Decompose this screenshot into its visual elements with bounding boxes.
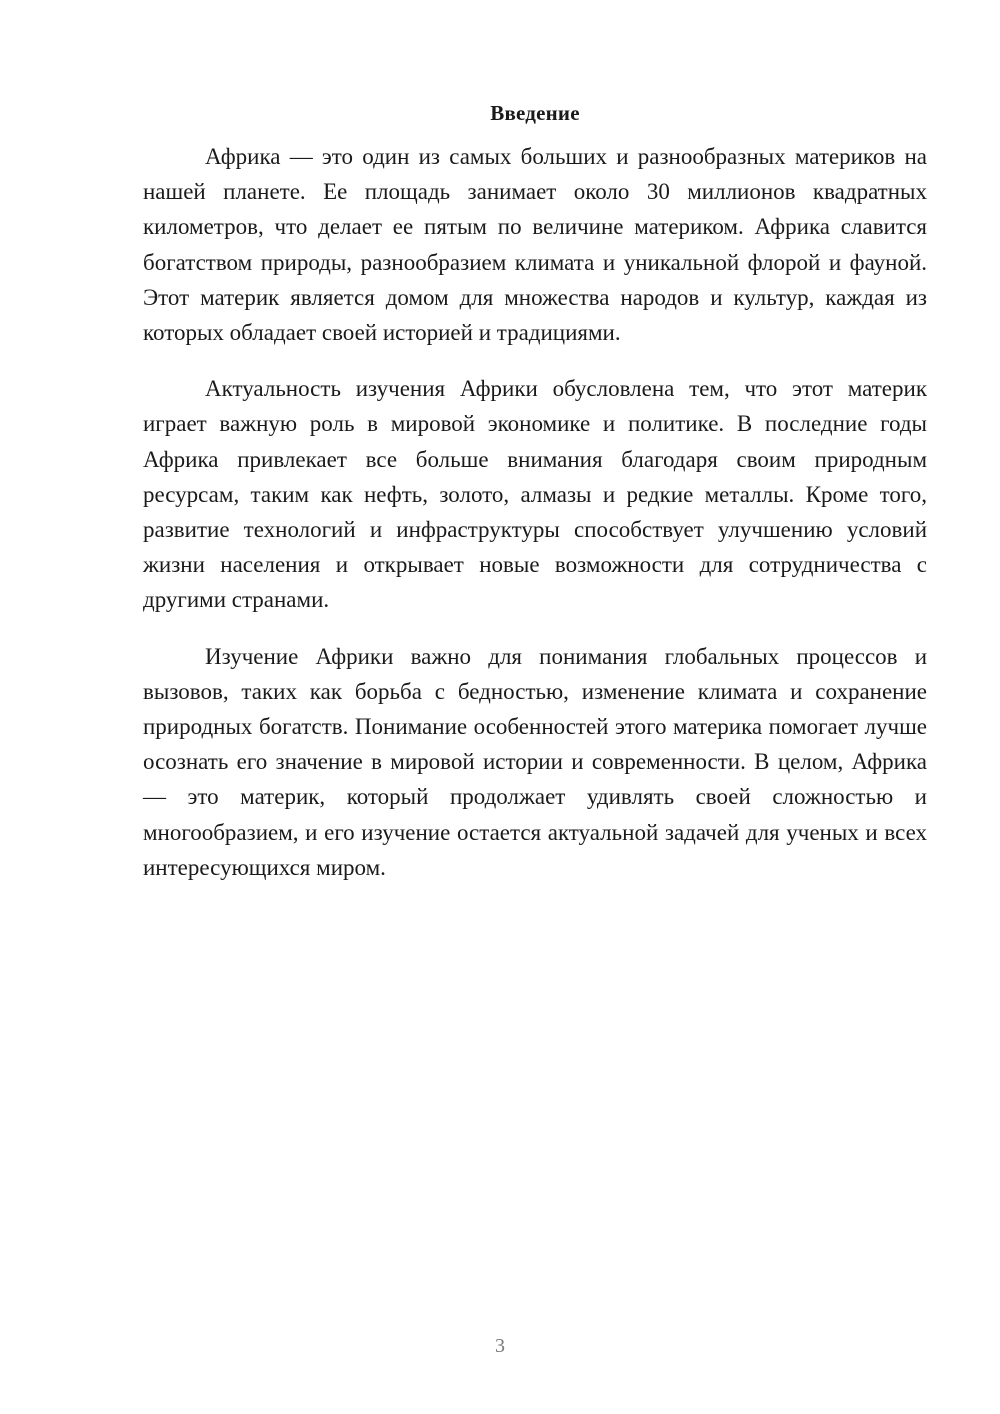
page-content bbox=[143, 96, 927, 906]
paragraph-study: Изучение Африки важно для понимания глобальных процессов и вызовов, таких как борьба с бедностью, изменение климата и сохранение природных богатств. Понимание особенностей этого материка помогает лучше осознать его значение в мировой истории и современности. В целом, Африка — это материк, который продолжает удивлять своей сложностью и многообразием, и его изучение остается актуальной задачей для ученых и всех интересующихся миром. bbox=[143, 643, 927, 880]
paragraph-intro: Африка — это один из самых больших и разнообразных материков на нашей планете. Ее площадь занимает около 30 миллионов квадратных километров, что делает ее пятым по величине материком. Африка славится богатством природы, разнообразием климата и уникальной флорой и фауной. Этот материк является домом для множества народов и культур, каждая из которых обладает своей историей и традициями. bbox=[143, 144, 927, 346]
section-heading: Введение bbox=[490, 101, 580, 125]
page-number: 3 bbox=[495, 1335, 505, 1357]
paragraph-relevance: Актуальность изучения Африки обусловлена тем, что этот материк играет важную роль в мировой экономике и политике. В последние годы Африка привлекает все больше внимания благодаря своим природным ресурсам, таким как нефть, золото, алмазы и редкие металлы. Кроме того, развитие технологий и инфраструктуры способствует улучшению условий жизни населения и открывает новые возможности для сотрудничества с другими странами. bbox=[143, 376, 927, 613]
